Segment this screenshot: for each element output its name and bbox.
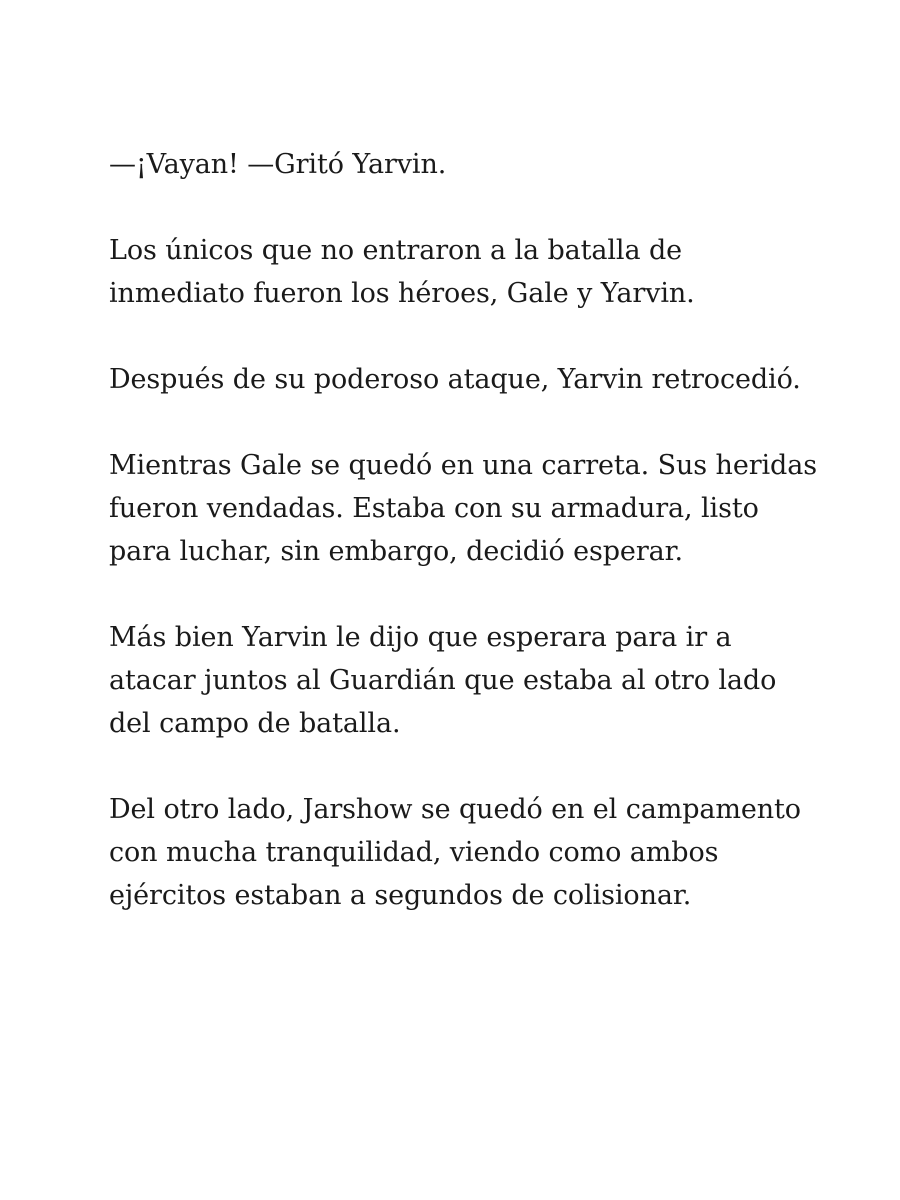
paragraph-5: Más bien Yarvin le dijo que esperara para ir a atacar juntos al Guardián que estaba al otro lado del campo de batalla. (109, 622, 777, 739)
paragraph-6: Del otro lado, Jarshow se quedó en el campamento con mucha tranquilidad, viendo como ambos ejércitos estaban a segundos de colisionar. (109, 794, 801, 911)
paragraph-2: Los únicos que no entraron a la batalla de inmediato fueron los héroes, Gale y Yarvin. (109, 235, 695, 309)
story-text (109, 143, 820, 917)
paragraph-4: Mientras Gale se quedó en una carreta. Sus heridas fueron vendadas. Estaba con su armadura, listo para luchar, sin embargo, decidió esperar. (109, 450, 817, 567)
paragraph-1: —¡Vayan! —Gritó Yarvin. (109, 149, 447, 180)
paragraph-3: Después de su poderoso ataque, Yarvin retrocedió. (109, 364, 801, 395)
